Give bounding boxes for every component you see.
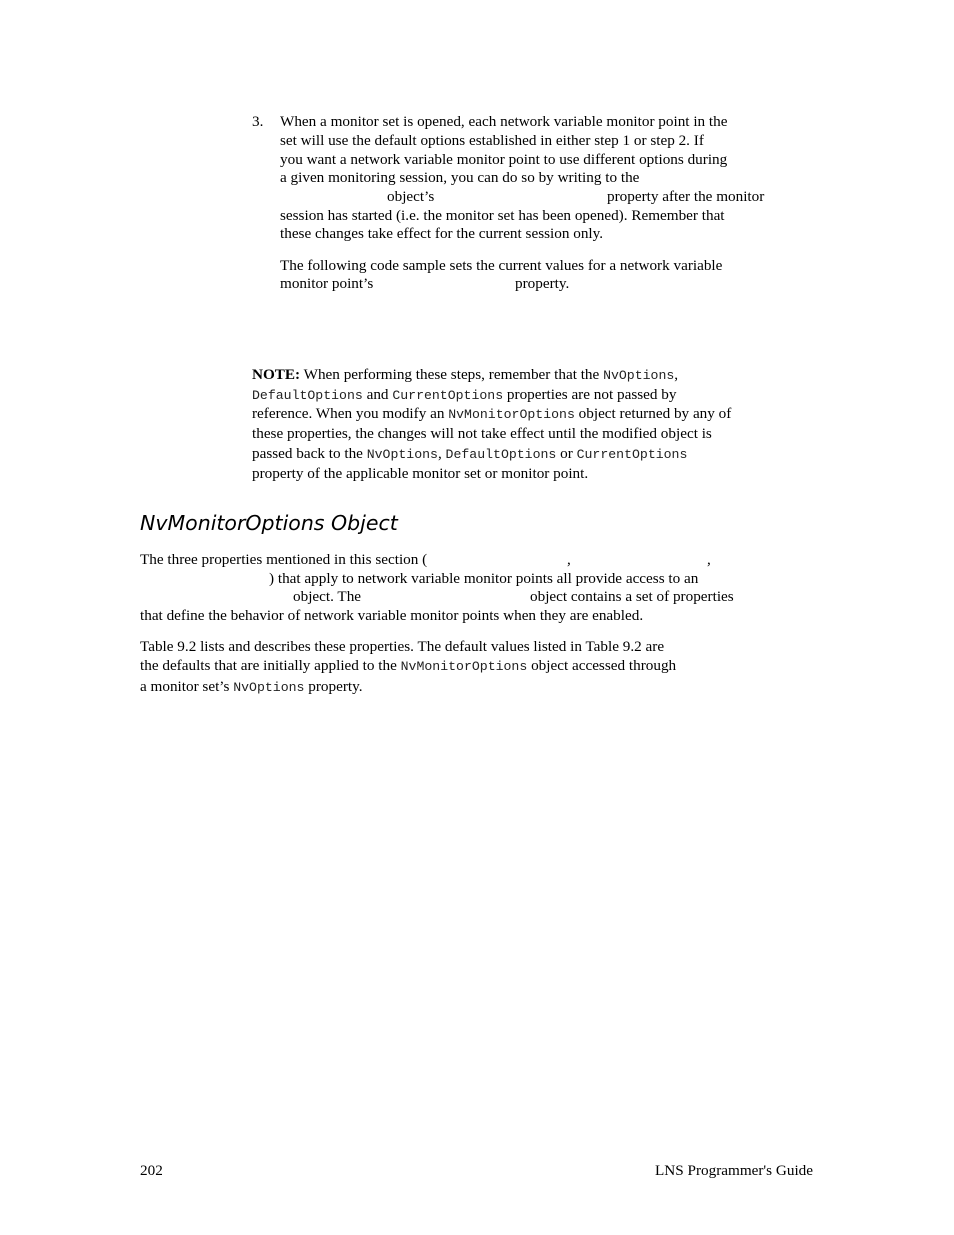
code-sample-intro-line-1: The following code sample sets the current values for a network variable bbox=[280, 257, 723, 274]
para-1-line-4: that define the behavior of network variable monitor points when they are enabled. bbox=[140, 607, 644, 624]
step-3-line-4: a given monitoring session, you can do so by writing to the bbox=[280, 169, 640, 186]
step-number: 3. bbox=[252, 113, 264, 130]
code-sample-intro-line-2a: monitor point’s bbox=[280, 275, 374, 292]
para-1-line-3b: object contains a set of properties bbox=[530, 588, 734, 605]
code-nvmonitoroptions: NvMonitorOptions bbox=[448, 407, 575, 422]
code-sample-intro-line-2b: property. bbox=[515, 275, 570, 292]
code-nvoptions: NvOptions bbox=[233, 680, 305, 695]
step-3-line-5b: property after the monitor bbox=[607, 188, 765, 205]
step-3-line-1: When a monitor set is opened, each network variable monitor point in the bbox=[280, 113, 728, 130]
para-1-line-3a: object. The bbox=[293, 588, 362, 605]
code-currentoptions: CurrentOptions bbox=[576, 447, 688, 462]
para-1-line-1a: The three properties mentioned in this section ( bbox=[140, 551, 428, 568]
note-line-3: reference. When you modify an NvMonitorOptions object returned by any of bbox=[252, 405, 732, 422]
code-nvoptions: NvOptions bbox=[366, 447, 438, 462]
code-nvoptions: NvOptions bbox=[603, 368, 675, 383]
note-line-1: NOTE: When performing these steps, remember that the NvOptions, bbox=[252, 366, 679, 383]
note-line-2: DefaultOptions and CurrentOptions properties are not passed by bbox=[252, 386, 677, 403]
code-nvmonitoroptions: NvMonitorOptions bbox=[400, 659, 528, 674]
step-3-line-3: you want a network variable monitor point to use different options during bbox=[280, 151, 728, 168]
para-1-line-2: ) that apply to network variable monitor points all provide access to an bbox=[269, 570, 699, 587]
code-currentoptions: CurrentOptions bbox=[392, 388, 504, 403]
step-3-line-5a: object’s bbox=[387, 188, 435, 205]
code-defaultoptions: DefaultOptions bbox=[445, 447, 557, 462]
para-1-comma-1: , bbox=[567, 551, 571, 568]
para-2-line-3: a monitor set’s NvOptions property. bbox=[140, 678, 363, 695]
para-2-line-1: Table 9.2 lists and describes these properties. The default values listed in Table 9.2 are bbox=[140, 638, 665, 655]
note-label: NOTE: bbox=[252, 366, 301, 383]
section-heading: NvMonitorOptions Object bbox=[140, 511, 398, 535]
code-defaultoptions: DefaultOptions bbox=[252, 388, 363, 403]
step-3-line-7: these changes take effect for the current session only. bbox=[280, 225, 604, 242]
note-line-4: these properties, the changes will not take effect until the modified object is bbox=[252, 425, 712, 442]
step-3-line-6: session has started (i.e. the monitor set has been opened). Remember that bbox=[280, 207, 725, 224]
para-2-line-2: the defaults that are initially applied to the NvMonitorOptions object accessed through bbox=[140, 657, 677, 674]
note-line-5: passed back to the NvOptions, DefaultOptions or CurrentOptions bbox=[252, 445, 688, 462]
note-line-6: property of the applicable monitor set or monitor point. bbox=[252, 465, 589, 482]
para-1-comma-2: , bbox=[707, 551, 711, 568]
page-number: 202 bbox=[140, 1162, 163, 1179]
step-3-line-2: set will use the default options established in either step 1 or step 2. If bbox=[280, 132, 704, 149]
book-title: LNS Programmer's Guide bbox=[655, 1162, 813, 1179]
